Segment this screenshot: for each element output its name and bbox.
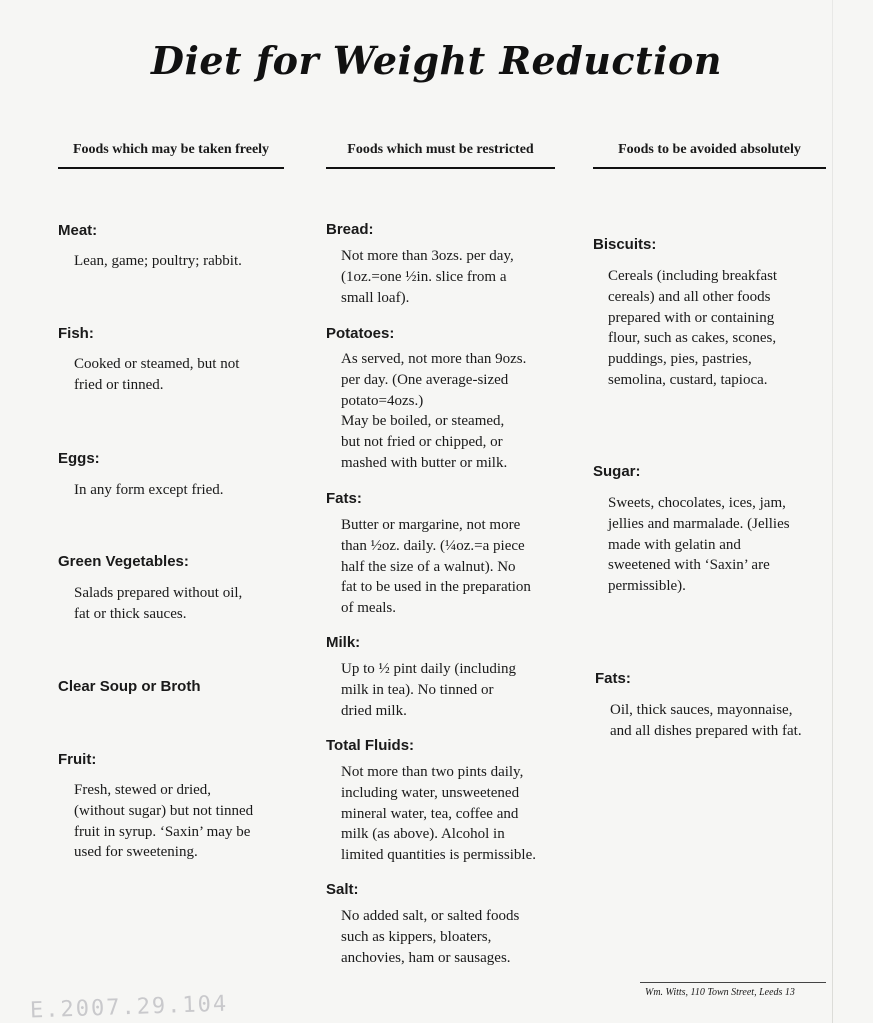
section-heading-fruit: Fruit:: [58, 751, 97, 768]
column-header-label: Foods which may be taken freely: [72, 142, 270, 157]
column-header-avoided: [593, 142, 826, 169]
section-text-sugar: Sweets, chocolates, ices, jam, jellies and marmalade. (Jellies made with gelatin and sweetened with ‘Saxin’ are permissible).: [608, 495, 790, 595]
section-heading-clear-soup: Clear Soup or Broth: [58, 678, 201, 695]
section-text-total-fluids: Not more than two pints daily, including water, unsweetened mineral water, tea, coffee and milk (as above). Alcohol in limited quantities is permissible.: [341, 764, 536, 864]
column-header-label: Foods to be avoided absolutely: [618, 142, 801, 157]
section-text-meat: Lean, game; poultry; rabbit.: [74, 253, 242, 269]
section-heading-salt: Salt:: [326, 881, 359, 898]
page-title: Diet for Weight Reduction: [150, 38, 722, 83]
column-header-rule: [326, 167, 555, 169]
pencil-accession-note: E.2007.29.104: [29, 991, 229, 1023]
section-heading-bread: Bread:: [326, 221, 374, 238]
column-header-label: Foods which must be restricted: [347, 142, 534, 157]
section-heading-fats-restricted: Fats:: [326, 490, 362, 507]
section-text-biscuits: Cereals (including breakfast cereals) and all other foods prepared with or containing flour, such as cakes, scones, puddings, pies, pastries, semolina, custard, tapioca.: [608, 268, 778, 388]
section-heading-eggs: Eggs:: [58, 450, 100, 467]
column-header-restricted: [326, 142, 555, 169]
page-edge: [832, 0, 833, 1023]
section-text-potatoes: As served, not more than 9ozs. per day. (One average-sized potato=4ozs.) May be boiled, or steamed, but not fried or chipped, or mashed with butter or milk.: [341, 351, 527, 471]
column-header-freely: [58, 142, 284, 169]
section-heading-sugar: Sugar:: [593, 463, 641, 480]
section-heading-total-fluids: Total Fluids:: [326, 737, 415, 754]
section-text-milk: Up to ½ pint daily (including milk in tea). No tinned or dried milk.: [341, 661, 516, 719]
section-heading-biscuits: Biscuits:: [593, 236, 657, 253]
section-text-fruit: Fresh, stewed or dried, (without sugar) but not tinned fruit in syrup. ‘Saxin’ may be used for sweetening.: [74, 782, 254, 861]
section-text-bread: Not more than 3ozs. per day, (1oz.=one ½in. slice from a small loaf).: [341, 248, 514, 306]
section-text-eggs: In any form except fried.: [74, 482, 224, 498]
section-heading-meat: Meat:: [58, 222, 98, 239]
section-heading-milk: Milk:: [326, 634, 361, 651]
section-heading-fats-avoided: Fats:: [595, 670, 631, 687]
section-heading-fish: Fish:: [58, 325, 94, 342]
section-text-salt: No added salt, or salted foods such as kippers, bloaters, anchovies, ham or sausages.: [341, 908, 520, 966]
section-heading-potatoes: Potatoes:: [326, 325, 395, 342]
column-header-rule: [593, 167, 826, 169]
printer-imprint: Wm. Witts, 110 Town Street, Leeds 13: [645, 987, 795, 998]
column-header-rule: [58, 167, 284, 169]
footer-rule: [640, 982, 826, 983]
section-text-green-vegetables: Salads prepared without oil, fat or thick sauces.: [74, 585, 243, 622]
section-text-fats-restricted: Butter or margarine, not more than ½oz. daily. (¼oz.=a piece half the size of a walnut). No fat to be used in the preparation of meals.: [341, 517, 531, 617]
section-heading-green-vegetables: Green Vegetables:: [58, 553, 189, 570]
section-text-fats-avoided: Oil, thick sauces, mayonnaise, and all dishes prepared with fat.: [610, 702, 802, 739]
section-text-fish: Cooked or steamed, but not fried or tinned.: [74, 356, 240, 393]
